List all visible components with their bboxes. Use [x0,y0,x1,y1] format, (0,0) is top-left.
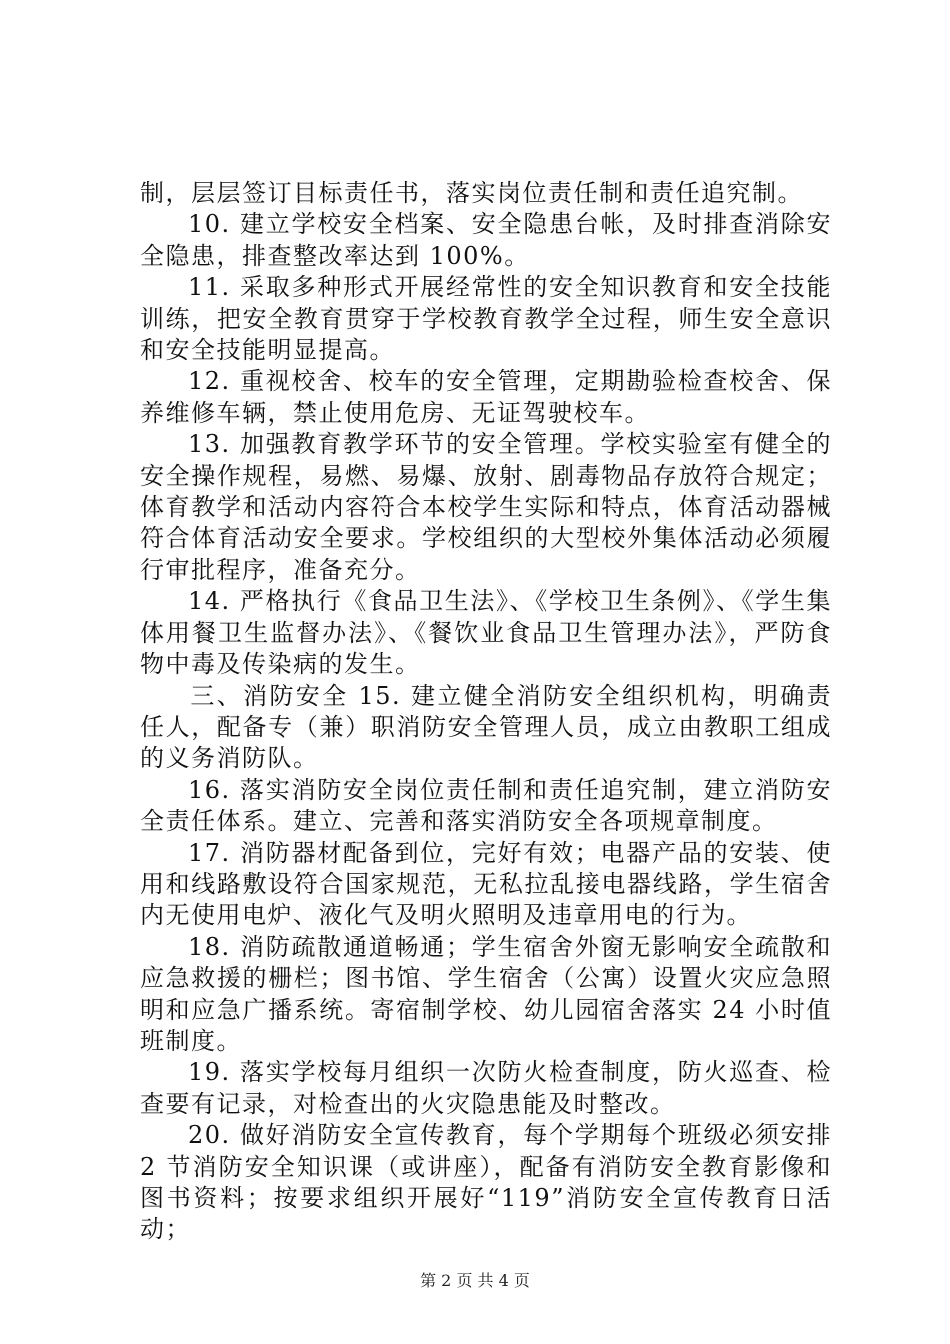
paragraph-item-17: 17. 消防器材配备到位，完好有效；电器产品的安装、使用和线路敷设符合国家规范，无私拉乱接电器线路，学生宿舍内无使用电炉、液化气及明火照明及违章用电的行为。 [140,838,832,930]
paragraph-item-11: 11. 采取多种形式开展经常性的安全知识教育和安全技能训练，把安全教育贯穿于学校教育教学全过程，师生安全意识和安全技能明显提高。 [140,273,832,365]
paragraph-continuation: 制，层层签订目标责任书，落实岗位责任制和责任追究制。 [140,179,803,207]
paragraph-item-19: 19. 落实学校每月组织一次防火检查制度，防火巡查、检查要有记录，对检查出的火灾隐患能及时整改。 [140,1058,832,1118]
paragraph-item-20: 20. 做好消防安全宣传教育，每个学期每个班级必须安排 2 节消防安全知识课（或讲座），配备有消防安全教育影像和图书资料；按要求组织开展好“119”消防安全宣传教育日活动； [140,1121,832,1244]
paragraph-item-18: 18. 消防疏散通道畅通；学生宿舍外窗无影响安全疏散和应急救援的栅栏；图书馆、学生宿舍（公寓）设置火灾应急照明和应急广播系统。寄宿制学校、幼儿园宿舍落实 24 小时值班制度。 [140,932,832,1055]
paragraph-item-16: 16. 落实消防安全岗位责任制和责任追究制，建立消防安全责任体系。建立、完善和落实消防安全各项规章制度。 [140,775,832,836]
paragraph-item-10: 10. 建立学校安全档案、安全隐患台帐，及时排查消除安全隐患，排查整改率达到 100%。 [140,210,832,270]
page-footer: 第 2 页 共 4 页 [420,1271,530,1290]
paragraph-item-12: 12. 重视校舍、校车的安全管理，定期勘验检查校舍、保养维修车辆，禁止使用危房、无证驾驶校车。 [140,367,832,427]
paragraph-section-fire-safety: 三、消防安全 15. 建立健全消防安全组织机构，明确责任人，配备专（兼）职消防安全管理人员，成立由教职工组成的义务消防队。 [140,681,832,773]
document-body [140,178,832,1246]
paragraph-item-13: 13. 加强教育教学环节的安全管理。学校实验室有健全的安全操作规程，易燃、易爆、放射、剧毒物品存放符合规定；体育教学和活动内容符合本校学生实际和特点，体育活动器械符合体育活动安全要求。学校组织的大型校外集体活动必须履行审批程序，准备充分。 [140,430,832,584]
paragraph-item-14: 14. 严格执行《食品卫生法》、《学校卫生条例》、《学生集体用餐卫生监督办法》、《餐饮业食品卫生管理办法》，严防食物中毒及传染病的发生。 [140,587,832,679]
